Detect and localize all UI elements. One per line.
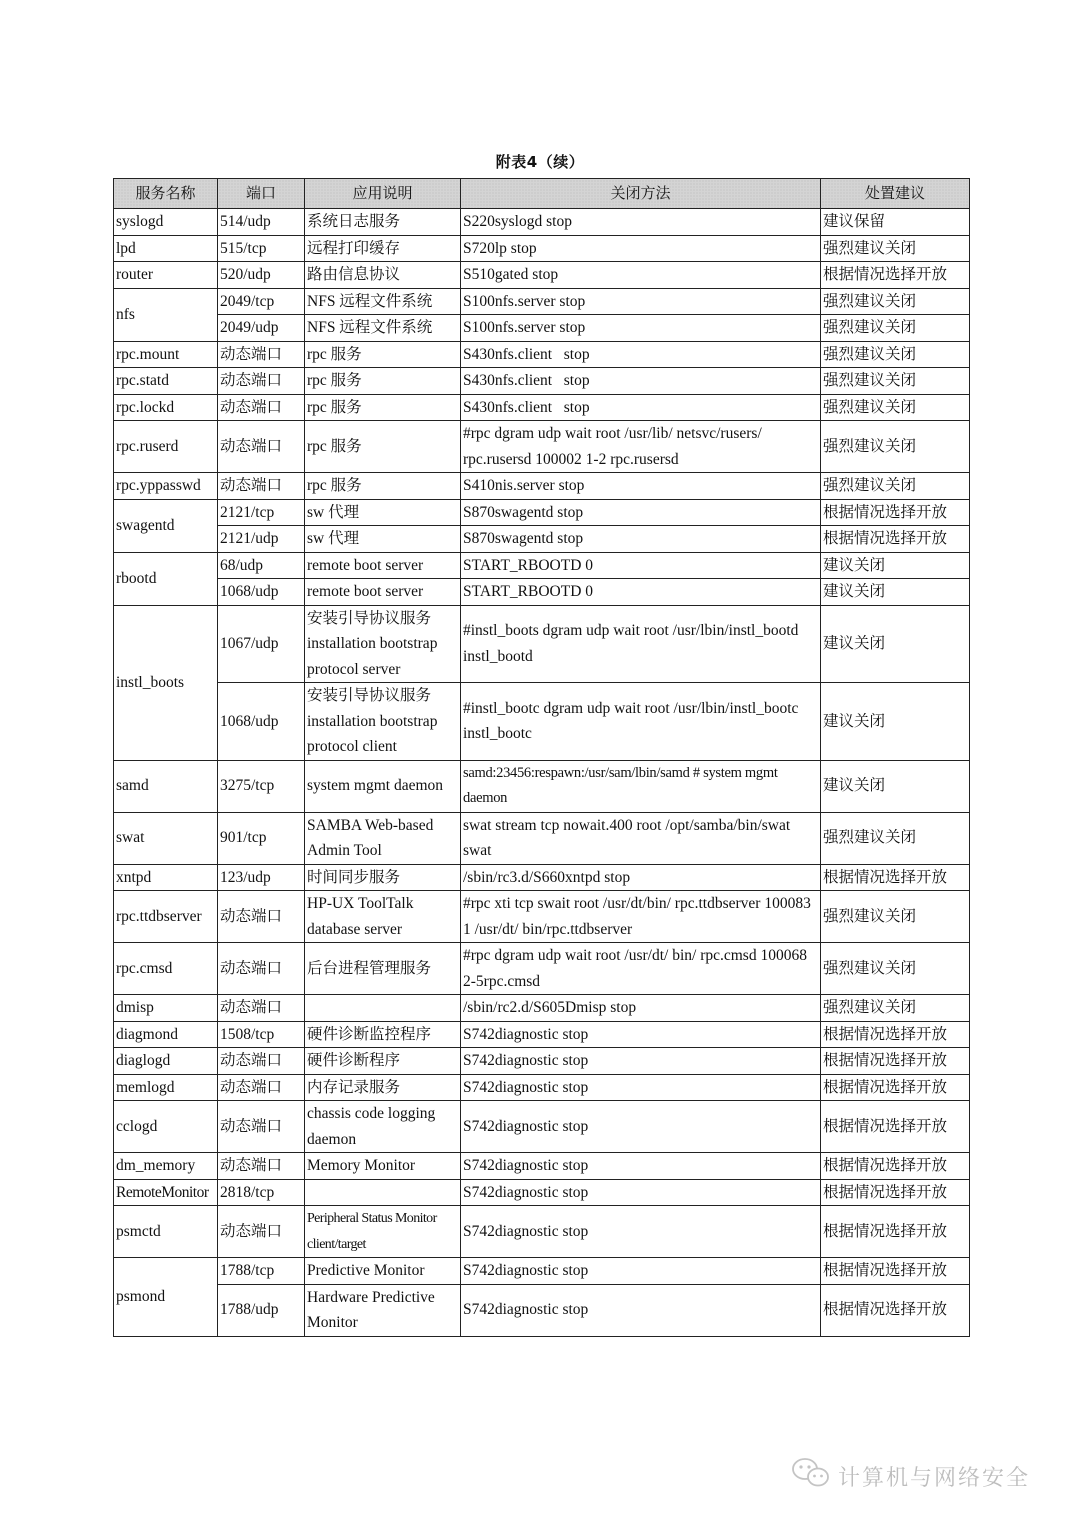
advice: 强烈建议关闭 bbox=[821, 943, 970, 995]
service-name: instl_boots bbox=[114, 605, 218, 760]
advice: 强烈建议关闭 bbox=[821, 473, 970, 500]
close-method: S742diagnostic stop bbox=[461, 1258, 821, 1285]
table-row bbox=[114, 315, 970, 342]
advice: 根据情况选择开放 bbox=[821, 262, 970, 289]
port: 68/udp bbox=[218, 552, 305, 579]
close-method: /sbin/rc2.d/S605Dmisp stop bbox=[461, 995, 821, 1022]
service-name: memlogd bbox=[114, 1074, 218, 1101]
description: remote boot server bbox=[305, 552, 461, 579]
description: NFS 远程文件系统 bbox=[305, 315, 461, 342]
advice: 根据情况选择开放 bbox=[821, 1021, 970, 1048]
port: 动态端口 bbox=[218, 1074, 305, 1101]
table-row bbox=[114, 995, 970, 1022]
advice: 根据情况选择开放 bbox=[821, 1048, 970, 1075]
close-method: #rpc dgram udp wait root /usr/dt/ bin/ rpc.cmsd 100068 2-5rpc.cmsd bbox=[461, 943, 821, 995]
port: 1788/udp bbox=[218, 1284, 305, 1336]
port: 动态端口 bbox=[218, 368, 305, 395]
description: Peripheral Status Monitor client/target bbox=[305, 1206, 461, 1258]
close-method: S742diagnostic stop bbox=[461, 1153, 821, 1180]
advice: 根据情况选择开放 bbox=[821, 526, 970, 553]
close-method: /sbin/rc3.d/S660xntpd stop bbox=[461, 864, 821, 891]
service-name: swat bbox=[114, 812, 218, 864]
close-method: S720lp stop bbox=[461, 235, 821, 262]
advice: 根据情况选择开放 bbox=[821, 1206, 970, 1258]
service-name: rpc.ruserd bbox=[114, 421, 218, 473]
service-name: rpc.lockd bbox=[114, 394, 218, 421]
port: 动态端口 bbox=[218, 421, 305, 473]
close-method: S430nfs.client stop bbox=[461, 368, 821, 395]
close-method: S742diagnostic stop bbox=[461, 1021, 821, 1048]
table-row bbox=[114, 552, 970, 579]
service-name: rpc.statd bbox=[114, 368, 218, 395]
port: 2818/tcp bbox=[218, 1179, 305, 1206]
port: 123/udp bbox=[218, 864, 305, 891]
advice: 强烈建议关闭 bbox=[821, 812, 970, 864]
port: 901/tcp bbox=[218, 812, 305, 864]
table-row bbox=[114, 1074, 970, 1101]
table-row bbox=[114, 394, 970, 421]
advice: 强烈建议关闭 bbox=[821, 995, 970, 1022]
description bbox=[305, 1179, 461, 1206]
advice: 强烈建议关闭 bbox=[821, 315, 970, 342]
service-name: diaglogd bbox=[114, 1048, 218, 1075]
description: chassis code logging daemon bbox=[305, 1101, 461, 1153]
port: 1068/udp bbox=[218, 579, 305, 606]
service-name: dm_memory bbox=[114, 1153, 218, 1180]
advice: 根据情况选择开放 bbox=[821, 864, 970, 891]
table-row bbox=[114, 579, 970, 606]
advice: 根据情况选择开放 bbox=[821, 1074, 970, 1101]
port: 515/tcp bbox=[218, 235, 305, 262]
table-row bbox=[114, 341, 970, 368]
port: 动态端口 bbox=[218, 1101, 305, 1153]
close-method: S742diagnostic stop bbox=[461, 1074, 821, 1101]
service-name: router bbox=[114, 262, 218, 289]
table-row bbox=[114, 812, 970, 864]
header-advice: 处置建议 bbox=[821, 179, 970, 209]
close-method: #rpc dgram udp wait root /usr/lib/ netsvc/rusers/ rpc.rusersd 100002 1-2 rpc.rusersd bbox=[461, 421, 821, 473]
close-method: START_RBOOTD 0 bbox=[461, 579, 821, 606]
port: 动态端口 bbox=[218, 1153, 305, 1180]
port: 520/udp bbox=[218, 262, 305, 289]
service-name: psmctd bbox=[114, 1206, 218, 1258]
close-method: S742diagnostic stop bbox=[461, 1101, 821, 1153]
close-method: S430nfs.client stop bbox=[461, 341, 821, 368]
advice: 建议关闭 bbox=[821, 683, 970, 761]
close-method: S742diagnostic stop bbox=[461, 1179, 821, 1206]
port: 3275/tcp bbox=[218, 760, 305, 812]
port: 1508/tcp bbox=[218, 1021, 305, 1048]
table-header-row bbox=[114, 179, 970, 209]
description: rpc 服务 bbox=[305, 341, 461, 368]
advice: 根据情况选择开放 bbox=[821, 1101, 970, 1153]
description: 路由信息协议 bbox=[305, 262, 461, 289]
advice: 强烈建议关闭 bbox=[821, 341, 970, 368]
description: 时间同步服务 bbox=[305, 864, 461, 891]
description: rpc 服务 bbox=[305, 421, 461, 473]
service-name: rpc.yppasswd bbox=[114, 473, 218, 500]
table-row bbox=[114, 760, 970, 812]
port: 动态端口 bbox=[218, 473, 305, 500]
advice: 根据情况选择开放 bbox=[821, 1284, 970, 1336]
close-method: samd:23456:respawn:/usr/sam/lbin/samd # system mgmt daemon bbox=[461, 760, 821, 812]
description: NFS 远程文件系统 bbox=[305, 288, 461, 315]
service-name: cclogd bbox=[114, 1101, 218, 1153]
description: system mgmt daemon bbox=[305, 760, 461, 812]
advice: 强烈建议关闭 bbox=[821, 394, 970, 421]
port: 1068/udp bbox=[218, 683, 305, 761]
table-row bbox=[114, 526, 970, 553]
description: Hardware Predictive Monitor bbox=[305, 1284, 461, 1336]
description: Memory Monitor bbox=[305, 1153, 461, 1180]
close-method: S100nfs.server stop bbox=[461, 288, 821, 315]
advice: 建议关闭 bbox=[821, 605, 970, 683]
service-name: xntpd bbox=[114, 864, 218, 891]
service-name: RemoteMonitor bbox=[114, 1179, 218, 1206]
advice: 建议关闭 bbox=[821, 579, 970, 606]
close-method: START_RBOOTD 0 bbox=[461, 552, 821, 579]
close-method: S742diagnostic stop bbox=[461, 1284, 821, 1336]
header-close-method: 关闭方法 bbox=[461, 179, 821, 209]
description: 后台进程管理服务 bbox=[305, 943, 461, 995]
table-row bbox=[114, 235, 970, 262]
description: 硬件诊断程序 bbox=[305, 1048, 461, 1075]
table-row bbox=[114, 1021, 970, 1048]
advice: 建议关闭 bbox=[821, 760, 970, 812]
table-row bbox=[114, 473, 970, 500]
description: 硬件诊断监控程序 bbox=[305, 1021, 461, 1048]
header-service-name: 服务名称 bbox=[114, 179, 218, 209]
service-port-table bbox=[113, 178, 970, 1337]
service-name: diagmond bbox=[114, 1021, 218, 1048]
description: sw 代理 bbox=[305, 526, 461, 553]
table-row bbox=[114, 1048, 970, 1075]
port: 1788/tcp bbox=[218, 1258, 305, 1285]
service-name: swagentd bbox=[114, 499, 218, 552]
table-title: 附表4（续） bbox=[495, 153, 585, 171]
table-row bbox=[114, 421, 970, 473]
port: 2049/tcp bbox=[218, 288, 305, 315]
advice: 建议关闭 bbox=[821, 552, 970, 579]
table-row bbox=[114, 262, 970, 289]
close-method: #instl_bootc dgram udp wait root /usr/lbin/instl_bootc instl_bootc bbox=[461, 683, 821, 761]
description: 远程打印缓存 bbox=[305, 235, 461, 262]
table-row bbox=[114, 943, 970, 995]
close-method: S430nfs.client stop bbox=[461, 394, 821, 421]
port: 2121/udp bbox=[218, 526, 305, 553]
close-method: swat stream tcp nowait.400 root /opt/samba/bin/swat swat bbox=[461, 812, 821, 864]
table-row bbox=[114, 683, 970, 761]
table-row bbox=[114, 605, 970, 683]
advice: 根据情况选择开放 bbox=[821, 1258, 970, 1285]
service-name: nfs bbox=[114, 288, 218, 341]
description: 安装引导协议服务 installation bootstrap protocol client bbox=[305, 683, 461, 761]
service-name: dmisp bbox=[114, 995, 218, 1022]
description: 安装引导协议服务 installation bootstrap protocol server bbox=[305, 605, 461, 683]
wechat-icon bbox=[790, 1456, 838, 1496]
close-method: S100nfs.server stop bbox=[461, 315, 821, 342]
table-row bbox=[114, 1179, 970, 1206]
table-row bbox=[114, 209, 970, 236]
advice: 强烈建议关闭 bbox=[821, 368, 970, 395]
advice: 强烈建议关闭 bbox=[821, 891, 970, 943]
service-name: rbootd bbox=[114, 552, 218, 605]
table-row bbox=[114, 1101, 970, 1153]
port: 2049/udp bbox=[218, 315, 305, 342]
close-method: S742diagnostic stop bbox=[461, 1048, 821, 1075]
description: rpc 服务 bbox=[305, 394, 461, 421]
advice: 根据情况选择开放 bbox=[821, 1153, 970, 1180]
table-row bbox=[114, 864, 970, 891]
description bbox=[305, 995, 461, 1022]
header-description: 应用说明 bbox=[305, 179, 461, 209]
port: 动态端口 bbox=[218, 891, 305, 943]
port: 514/udp bbox=[218, 209, 305, 236]
close-method: S742diagnostic stop bbox=[461, 1206, 821, 1258]
description: 内存记录服务 bbox=[305, 1074, 461, 1101]
port: 2121/tcp bbox=[218, 499, 305, 526]
table-row bbox=[114, 1284, 970, 1336]
table-row bbox=[114, 1206, 970, 1258]
port: 动态端口 bbox=[218, 943, 305, 995]
service-name: lpd bbox=[114, 235, 218, 262]
description: HP-UX ToolTalk database server bbox=[305, 891, 461, 943]
advice: 强烈建议关闭 bbox=[821, 421, 970, 473]
header-port: 端口 bbox=[218, 179, 305, 209]
close-method: S870swagentd stop bbox=[461, 526, 821, 553]
service-name: rpc.cmsd bbox=[114, 943, 218, 995]
table-row bbox=[114, 288, 970, 315]
port: 动态端口 bbox=[218, 394, 305, 421]
port: 1067/udp bbox=[218, 605, 305, 683]
service-name: syslogd bbox=[114, 209, 218, 236]
table-row bbox=[114, 1153, 970, 1180]
close-method: S410nis.server stop bbox=[461, 473, 821, 500]
port: 动态端口 bbox=[218, 1206, 305, 1258]
watermark-text: 计算机与网络安全 bbox=[838, 1465, 1031, 1491]
close-method: S510gated stop bbox=[461, 262, 821, 289]
close-method: S870swagentd stop bbox=[461, 499, 821, 526]
description: sw 代理 bbox=[305, 499, 461, 526]
watermark bbox=[790, 1456, 1030, 1496]
advice: 根据情况选择开放 bbox=[821, 1179, 970, 1206]
close-method: #rpc xti tcp swait root /usr/dt/bin/ rpc.ttdbserver 100083 1 /usr/dt/ bin/rpc.ttdbserver bbox=[461, 891, 821, 943]
advice: 根据情况选择开放 bbox=[821, 499, 970, 526]
advice: 强烈建议关闭 bbox=[821, 235, 970, 262]
close-method: #instl_boots dgram udp wait root /usr/lbin/instl_bootd instl_bootd bbox=[461, 605, 821, 683]
description: 系统日志服务 bbox=[305, 209, 461, 236]
port: 动态端口 bbox=[218, 1048, 305, 1075]
service-name: samd bbox=[114, 760, 218, 812]
table-row bbox=[114, 499, 970, 526]
description: rpc 服务 bbox=[305, 368, 461, 395]
advice: 建议保留 bbox=[821, 209, 970, 236]
description: remote boot server bbox=[305, 579, 461, 606]
service-name: rpc.mount bbox=[114, 341, 218, 368]
close-method: S220syslogd stop bbox=[461, 209, 821, 236]
service-name: rpc.ttdbserver bbox=[114, 891, 218, 943]
port: 动态端口 bbox=[218, 995, 305, 1022]
description: rpc 服务 bbox=[305, 473, 461, 500]
service-name: psmond bbox=[114, 1258, 218, 1337]
table-row bbox=[114, 891, 970, 943]
table-row bbox=[114, 1258, 970, 1285]
port: 动态端口 bbox=[218, 341, 305, 368]
description: SAMBA Web-based Admin Tool bbox=[305, 812, 461, 864]
advice: 强烈建议关闭 bbox=[821, 288, 970, 315]
description: Predictive Monitor bbox=[305, 1258, 461, 1285]
table-row bbox=[114, 368, 970, 395]
